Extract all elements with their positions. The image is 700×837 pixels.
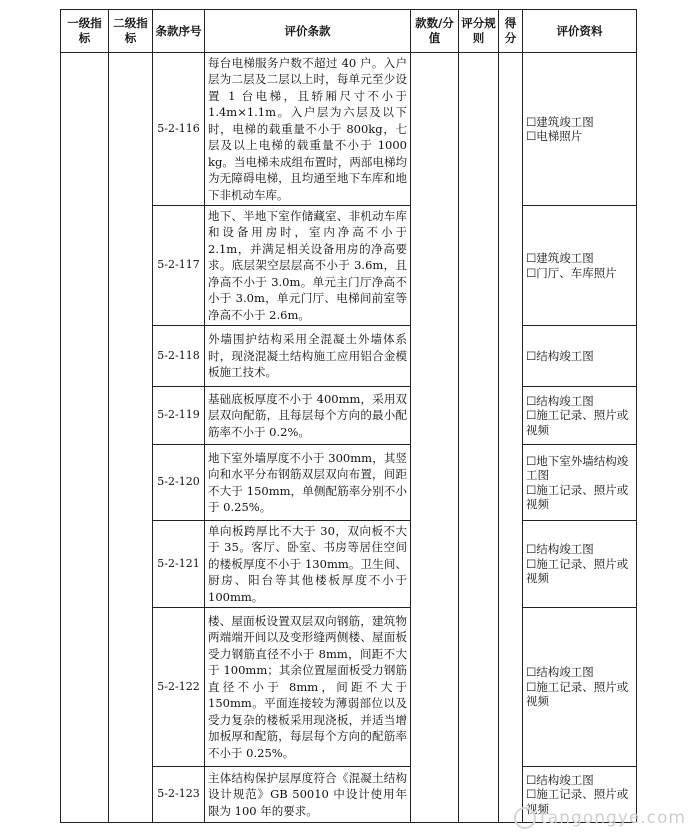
material-item: ☐地下室外墙结构竣工图: [526, 453, 629, 482]
material-item: ☐施工记录、照片或视频: [526, 556, 629, 586]
clause-code: 5-2-121: [153, 521, 205, 608]
header-points: 款数/分值: [411, 10, 459, 53]
material-item: ☐建筑竣工图: [526, 251, 594, 265]
clause-code: 5-2-116: [153, 53, 205, 206]
clause-text: 基础底板厚度不小于 400mm，采用双层双向配筋，且每层每个方向的最小配筋率不小于 0.2%。: [205, 387, 411, 445]
clause-text: 地下、半地下室作储藏室、非机动车库和设备用房时，室内净高不小于 2.1m，并满足相关设备用房的净高要求。底层架空层层高不小于 3.6m，且净高不小于 3.0m。单元主门厅净高不小于 3.0m，单元门厅、电梯间前室等净高不小于 2.6m。: [205, 206, 411, 326]
header-materials: 评价资料: [523, 10, 637, 53]
score-cell: [499, 53, 523, 823]
clause-text: 楼、屋面板设置双层双向钢筋，建筑物两端端开间以及变形缝两侧楼、屋面板受力钢筋直径不小于 8mm，间距不大于 100mm；其余位置屋面板受力钢筋直径不小于 8mm，间距不大于 150mm。平面连接较为薄弱部位以及受力复杂的楼板采用现浇板，并适当增加板厚和配筋，每层每个方向的配筋率不小于 0.25%。: [205, 608, 411, 767]
clause-code: 5-2-120: [153, 445, 205, 521]
clause-text: 主体结构保护层厚度符合《混凝土结构设计规范》GB 50010 中设计使用年限为 100 年的要求。: [205, 767, 411, 823]
header-clause: 评价条款: [205, 10, 411, 53]
header-score: 得分: [499, 10, 523, 53]
rule-cell: [459, 53, 499, 823]
watermark: [514, 807, 686, 829]
material-item: ☐电梯照片: [526, 129, 583, 143]
material-item: ☐结构竣工图: [526, 393, 594, 408]
materials-cell: [523, 387, 637, 445]
watermark-text: tangongye.com: [540, 808, 686, 828]
clause-code: 5-2-119: [153, 387, 205, 445]
material-item: ☐施工记录、照片或视频: [526, 679, 629, 709]
clause-code: 5-2-118: [153, 326, 205, 387]
clause-code: 5-2-117: [153, 206, 205, 326]
header-row: [61, 10, 637, 53]
clause-text: 地下室外墙厚度不小于 300mm，其竖向和水平分布钢筋双层双向布置，间距不大于 150mm，单侧配筋率分别不小于 0.25%。: [205, 445, 411, 521]
material-item: ☐结构竣工图: [526, 348, 594, 363]
clause-text: 每台电梯服务户数不超过 40 户。入户层为二层及二层以上时，每单元至少设置 1 台电梯，且轿厢尺寸不小于 1.4m×1.1m。入户层为六层及以下时，电梯的载重量不小于 800kg，七层及以上电梯的载重量不小于 1000 kg。当电梯未成组布置时，两部电梯均为无障碍电梯，且均通至地下车库和地下非机动车库。: [205, 53, 411, 206]
header-clause-no: 条款序号: [153, 10, 205, 53]
level1-cell: [61, 53, 109, 823]
materials-cell: [523, 206, 637, 326]
material-item: ☐门厅、车库照片: [526, 265, 617, 280]
level2-cell: [109, 53, 153, 823]
clause-code: 5-2-122: [153, 608, 205, 767]
evaluation-table: [60, 9, 637, 823]
clause-code: 5-2-123: [153, 767, 205, 823]
table-row: [61, 53, 637, 206]
material-item: ☐施工记录、照片或视频: [526, 787, 629, 816]
materials-cell: [523, 326, 637, 387]
points-cell: [411, 53, 459, 823]
material-item: ☐施工记录、照片或视频: [526, 408, 629, 437]
material-item: ☐结构竣工图: [526, 772, 594, 787]
materials-cell: [523, 608, 637, 767]
materials-cell: [523, 53, 637, 206]
header-level2: 二级指标: [109, 10, 153, 53]
materials-cell: [523, 521, 637, 608]
materials-cell: [523, 445, 637, 521]
material-item: ☐结构竣工图: [526, 665, 594, 680]
clause-text: 单向板跨厚比不大于 30，双向板不大于 35。客厅、卧室、书房等居住空间的楼板厚度不小于 130mm。卫生间、厨房、阳台等其他楼板厚度不小于 100mm。: [205, 521, 411, 608]
header-level1: 一级指标: [61, 10, 109, 53]
material-item: ☐施工记录、照片或视频: [526, 482, 629, 511]
watermark-logo-icon: [514, 807, 536, 829]
clause-text: 外墙围护结构采用全混凝土外墙体系时，现浇混凝土结构施工应用铝合金模板施工技术。: [205, 326, 411, 387]
material-item: ☐结构竣工图: [526, 542, 594, 557]
material-item: ☐建筑竣工图: [526, 114, 594, 129]
header-rule: 评分规则: [459, 10, 499, 53]
